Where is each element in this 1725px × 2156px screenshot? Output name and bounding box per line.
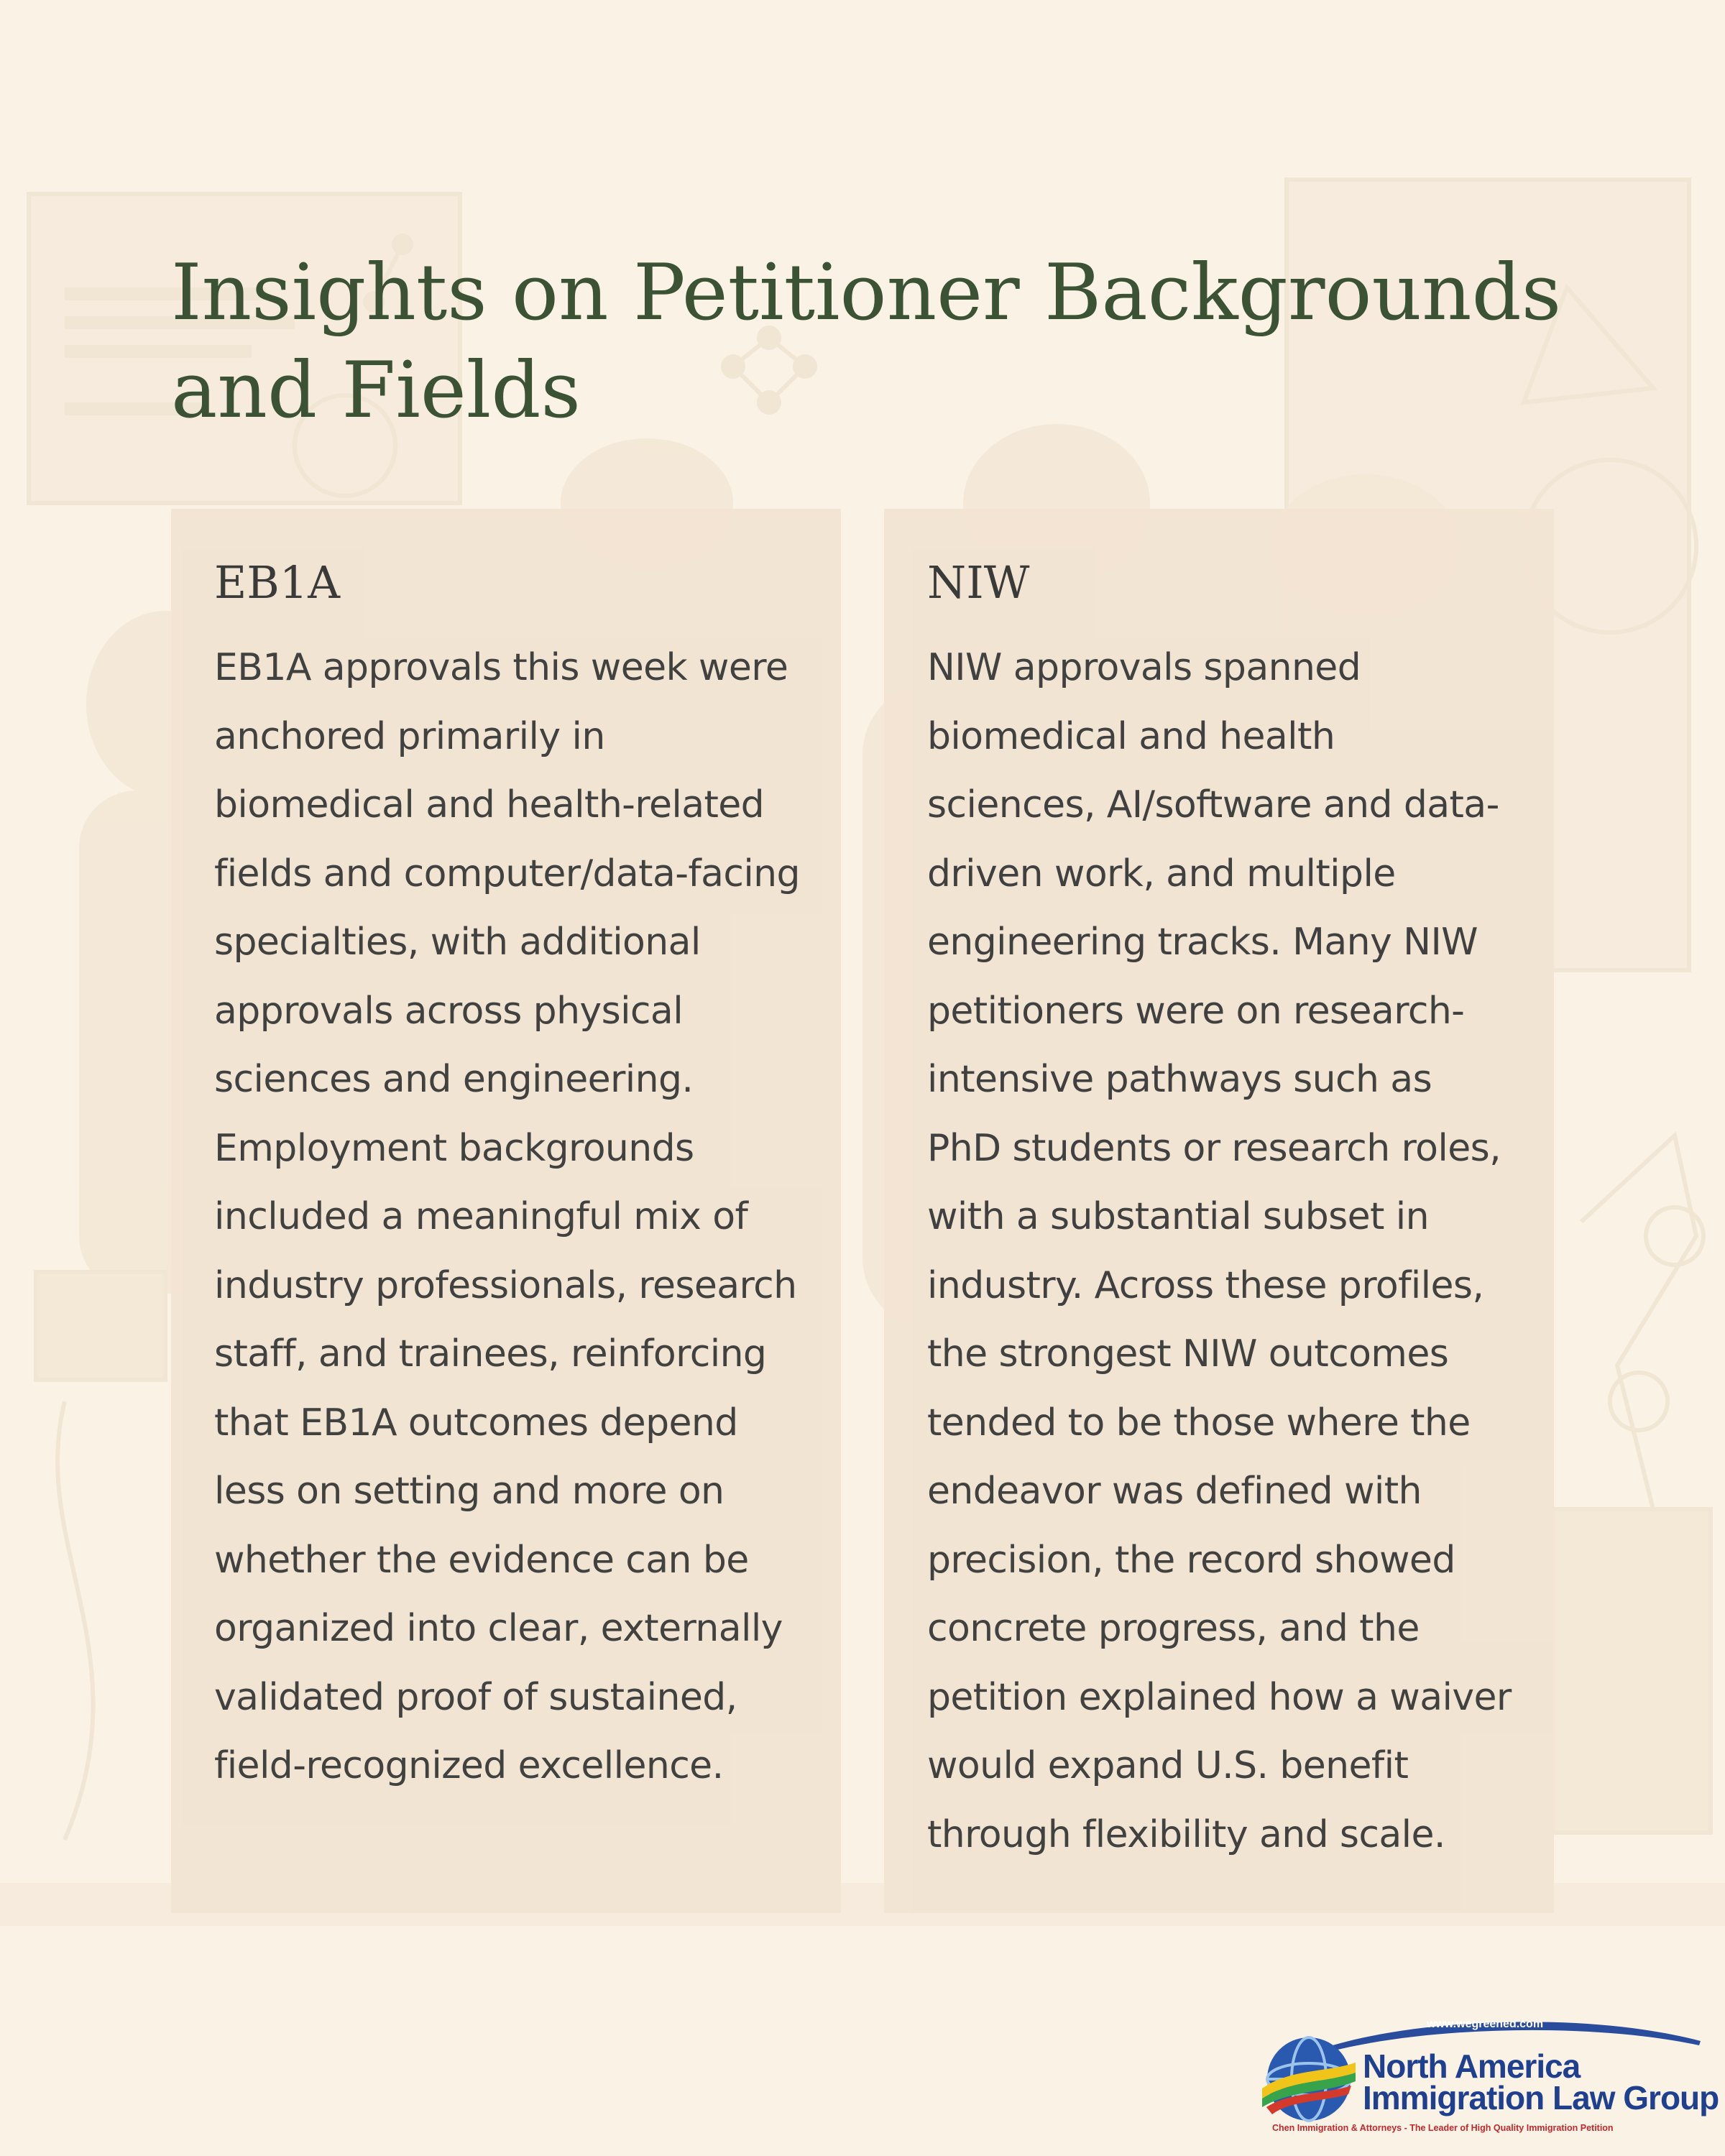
logo-name-line1: North America [1363,2047,1581,2085]
logo-tagline: Chen Immigration & Attorneys - The Leader of High Quality Immigration Petition [1272,2123,1614,2133]
logo-name-line2: Immigration Law Group [1363,2079,1719,2116]
company-logo [1262,2012,1719,2142]
page-title: Insights on Petitioner Backgrounds and Fields [171,248,1562,436]
eb1a-card-body: EB1A approvals this week were anchored primarily in biomedical and health-related fields and computer/data-facing specialties, with additional approvals across physical sciences and engineering. Employment backgrounds included a meaningful mix of industry professionals, research staff, and trainees, reinforcing that EB1A outcomes depend less on setting and more on whether the evidence can be organized into clear, externally validated proof of sustained, field-recognized excellence. [214,646,800,1787]
eb1a-card [171,509,841,1913]
eb1a-card-heading: EB1A [214,556,341,609]
logo-url: www.wegreened.com [1426,2018,1544,2030]
niw-card-body: NIW approvals spanned biomedical and health sciences, AI/software and data-driven work, and multiple engineering tracks. Many NIW petitioners were on research-intensive pathways such as PhD students or research roles, with a substantial subset in industry. Across these profiles, the strongest NIW outcomes tended to be those where the endeavor was defined with precision, the record showed concrete progress, and the petition explained how a waiver would expand U.S. benefit through flexibility and scale. [927,646,1512,1856]
niw-card [884,509,1554,1913]
globe-icon [1262,2032,1356,2126]
niw-card-heading: NIW [927,556,1030,609]
